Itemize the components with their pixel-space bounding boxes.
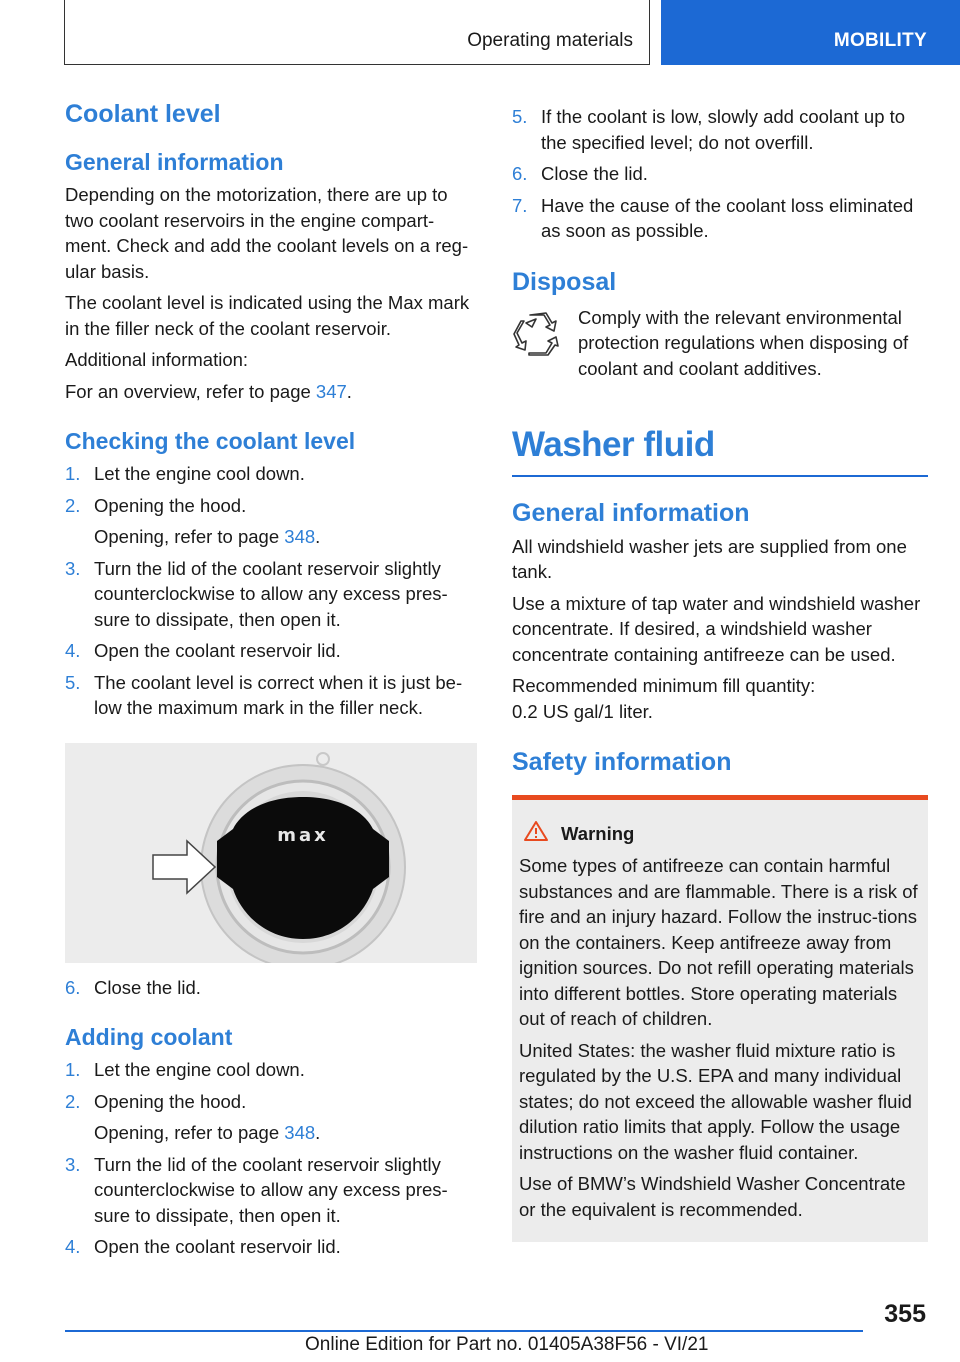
warning-triangle-icon bbox=[523, 820, 549, 847]
adding-coolant-heading: Adding coolant bbox=[65, 1024, 233, 1050]
general-paragraph-4 bbox=[65, 379, 477, 405]
header-chapter-label: MOBILITY bbox=[833, 30, 927, 51]
page-link-348[interactable]: 348 bbox=[284, 526, 316, 547]
fill-quantity-value: 0.2 US gal/1 liter. bbox=[512, 700, 653, 722]
left-column bbox=[65, 100, 477, 1266]
step-number: 6. bbox=[65, 976, 81, 998]
list-item bbox=[65, 670, 477, 721]
safety-information-heading: Safety information bbox=[512, 748, 732, 776]
general-paragraph-3: Additional information: bbox=[65, 349, 249, 370]
heading-divider bbox=[512, 475, 928, 477]
hood-ref-text: Opening, refer to page bbox=[94, 526, 285, 547]
list-item bbox=[65, 975, 477, 1001]
step-text: Opening the hood. bbox=[94, 1090, 247, 1112]
warning-paragraph-1: Some types of antifreeze can contain harmful substances and are flammable. There is a risk of fire and an injury hazard. Follow the instruc‐tions on the containers. Keep antifreeze away from ignition sources. Do not refill operating materials into different bottles. Store operating materials out of reach of children. bbox=[519, 855, 918, 1029]
header-section-title: Operating materials bbox=[467, 30, 633, 51]
step-number: 4. bbox=[65, 1236, 81, 1257]
step-number: 3. bbox=[65, 1153, 81, 1175]
step-text: Let the engine cool down. bbox=[94, 463, 305, 484]
coolant-reservoir-figure bbox=[65, 743, 477, 963]
disposal-text: Comply with the relevant environmental protection regulations when disposing of coolant and coolant additives. bbox=[578, 306, 909, 379]
disposal-block bbox=[512, 305, 928, 388]
disposal-heading: Disposal bbox=[512, 267, 617, 296]
list-item bbox=[512, 193, 928, 244]
washer-paragraph-3 bbox=[512, 673, 928, 724]
hood-ref-text: Opening, refer to page bbox=[94, 1122, 285, 1143]
adding-steps-list-cont bbox=[65, 1152, 477, 1260]
page-number: 355 bbox=[884, 1300, 926, 1328]
general-paragraph-1: Depending on the motorization, there are up to two coolant reservoirs in the engine compart‐ment. Check and add the coolant levels on a reg‐ular basis. bbox=[65, 184, 469, 282]
step-text: Opening the hood. bbox=[94, 494, 247, 516]
warning-paragraph-3: Use of BMW’s Windshield Washer Concentrate or the equivalent is recommended. bbox=[519, 1173, 906, 1220]
checking-coolant-heading: Checking the coolant level bbox=[65, 428, 356, 454]
step-number: 1. bbox=[65, 463, 81, 484]
washer-paragraph-2: Use a mixture of tap water and windshield washer concentrate. If desired, a windshield washer concentrate containing antifreeze can be used. bbox=[512, 592, 921, 665]
step-text: Close the lid. bbox=[541, 163, 648, 184]
header-section-box bbox=[64, 0, 650, 65]
general-paragraph-2: The coolant level is indicated using the Max mark in the filler neck of the coolant reservoir. bbox=[65, 292, 470, 339]
page-link-347[interactable]: 347 bbox=[315, 380, 347, 402]
hood-reference bbox=[65, 524, 477, 550]
header-chapter-tab[interactable] bbox=[661, 0, 960, 65]
step-number: 6. bbox=[512, 163, 528, 184]
step-number: 5. bbox=[512, 106, 528, 127]
right-column bbox=[512, 104, 928, 1242]
step-number: 5. bbox=[65, 671, 81, 693]
adding-steps-list bbox=[65, 1057, 477, 1114]
step-number: 4. bbox=[65, 640, 81, 661]
max-mark-label: max bbox=[277, 824, 329, 846]
list-item bbox=[65, 1089, 477, 1115]
hood-reference-2 bbox=[65, 1120, 477, 1146]
list-item bbox=[512, 104, 928, 155]
step-text: Have the cause of the coolant loss eliminated as soon as possible. bbox=[541, 194, 914, 241]
warning-header bbox=[519, 820, 921, 847]
list-item bbox=[65, 1152, 477, 1229]
recycle-icon bbox=[512, 305, 564, 388]
warning-paragraph-2: United States: the washer fluid mixture ratio is regulated by the U.S. EPA and many individual states; do not exceed the allowable washer fluid dilution ratio limits that apply. Follow the usage instructions on the washer fluid container. bbox=[519, 1039, 912, 1163]
list-item bbox=[65, 493, 477, 519]
step-number: 2. bbox=[65, 494, 81, 516]
fill-quantity-label: Recommended minimum fill quantity: bbox=[512, 675, 816, 696]
washer-general-heading: General information bbox=[512, 498, 750, 527]
step-text: The coolant level is correct when it is just be‐low the maximum mark in the filler neck. bbox=[94, 671, 463, 718]
step-text: Open the coolant reservoir lid. bbox=[94, 640, 341, 661]
footer-edition: Online Edition for Part no. 01405A38F56 - VI/21 bbox=[305, 1334, 709, 1355]
hood-ref-suffix: . bbox=[315, 526, 321, 547]
footer-divider bbox=[65, 1330, 863, 1332]
warning-title: Warning bbox=[561, 822, 635, 844]
warning-box bbox=[512, 795, 928, 1242]
reservoir-illustration bbox=[65, 743, 477, 963]
step-number: 2. bbox=[65, 1090, 81, 1112]
checking-steps-list bbox=[65, 461, 477, 518]
checking-steps-list-end bbox=[65, 975, 477, 1001]
step-text: Turn the lid of the coolant reservoir slightly counterclockwise to allow any excess pres‐sure to dissipate, then open it. bbox=[94, 1153, 448, 1226]
washer-paragraph-1: All windshield washer jets are supplied from one tank. bbox=[512, 535, 907, 582]
list-item bbox=[512, 161, 928, 187]
list-item bbox=[65, 638, 477, 664]
overview-ref-text: For an overview, refer to page bbox=[65, 380, 316, 402]
page-link-348[interactable]: 348 bbox=[284, 1122, 316, 1143]
list-item bbox=[65, 556, 477, 633]
hood-ref-suffix: . bbox=[315, 1122, 321, 1143]
step-text: Let the engine cool down. bbox=[94, 1059, 305, 1080]
checking-steps-list-cont bbox=[65, 556, 477, 721]
adding-steps-list-right bbox=[512, 104, 928, 244]
list-item bbox=[65, 1057, 477, 1083]
step-number: 1. bbox=[65, 1059, 81, 1080]
step-text: Turn the lid of the coolant reservoir slightly counterclockwise to allow any excess pres‐sure to dissipate, then open it. bbox=[94, 557, 448, 630]
general-information-heading: General information bbox=[65, 149, 284, 175]
step-text: If the coolant is low, slowly add coolant up to the specified level; do not overfill. bbox=[541, 106, 906, 153]
overview-ref-suffix: . bbox=[346, 380, 352, 402]
coolant-level-heading: Coolant level bbox=[65, 100, 221, 128]
step-number: 7. bbox=[512, 194, 528, 216]
step-text: Close the lid. bbox=[94, 976, 201, 998]
step-number: 3. bbox=[65, 557, 81, 579]
list-item bbox=[65, 1234, 477, 1260]
washer-fluid-heading: Washer fluid bbox=[512, 425, 715, 464]
step-text: Open the coolant reservoir lid. bbox=[94, 1236, 341, 1257]
list-item bbox=[65, 461, 477, 487]
